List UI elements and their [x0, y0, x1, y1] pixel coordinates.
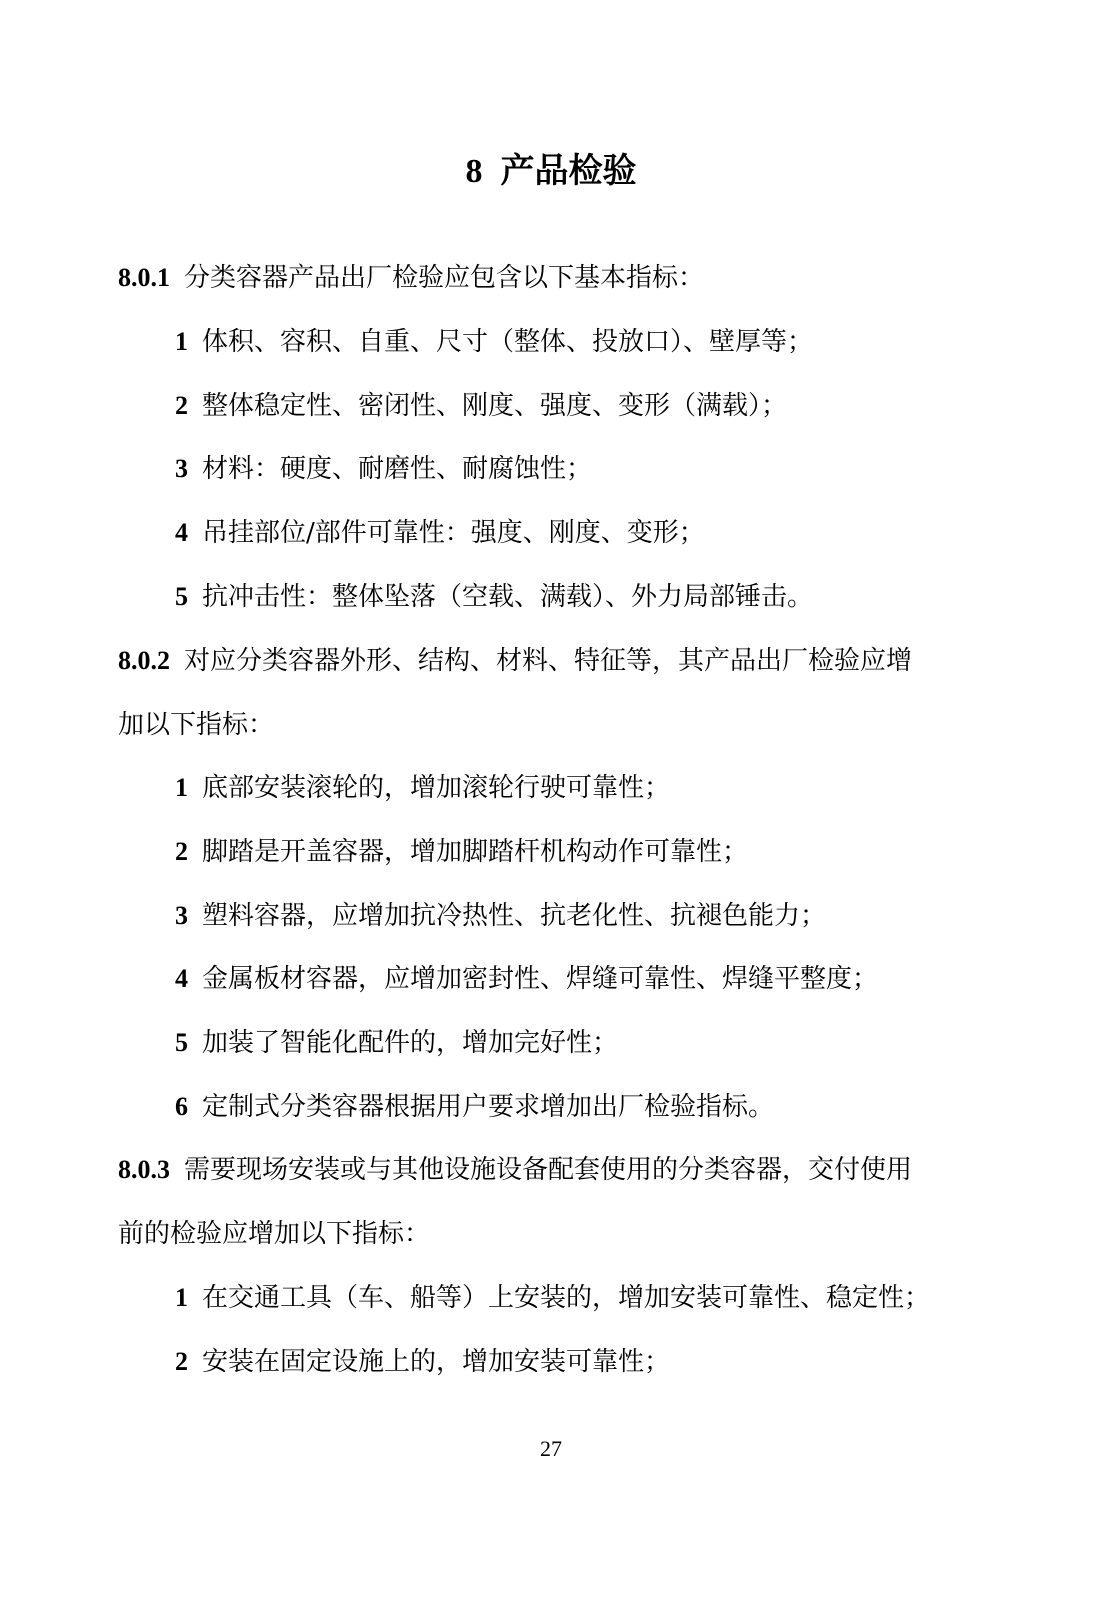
chapter-number: 8: [465, 153, 483, 190]
list-item: [175, 1089, 774, 1125]
item-text: 吊挂部位/部件可靠性：强度、刚度、变形；: [202, 518, 705, 548]
clause-continuation: 前的检验应增加以下指标：: [118, 1219, 431, 1249]
item-number: 5: [175, 1028, 188, 1057]
list-item: [175, 1025, 618, 1061]
item-number: 3: [175, 454, 188, 483]
clause-8-0-2: [118, 643, 912, 679]
list-item: [175, 1280, 930, 1316]
list-item: [175, 451, 592, 487]
clause-number: 8.0.1: [118, 263, 170, 292]
list-item: [175, 898, 826, 934]
clause-8-0-3: [118, 1152, 912, 1188]
item-text: 在交通工具（车、船等）上安装的，增加安装可靠性、稳定性；: [202, 1283, 931, 1313]
list-item: [175, 770, 670, 806]
item-text: 抗冲击性：整体坠落（空载、满载）、外力局部锤击。: [202, 582, 814, 612]
item-number: 1: [175, 327, 188, 356]
clause-text: 对应分类容器外形、结构、材料、特征等，其产品出厂检验应增: [184, 646, 913, 676]
item-number: 2: [175, 391, 188, 420]
chapter-title-text: 产品检验: [500, 151, 637, 191]
clause-number: 8.0.2: [118, 646, 170, 675]
clause-8-0-1: [118, 260, 704, 296]
item-text: 加装了智能化配件的，增加完好性；: [202, 1028, 619, 1058]
item-number: 2: [175, 1347, 188, 1376]
item-number: 4: [175, 964, 188, 993]
clause-continuation: 加以下指标：: [118, 710, 275, 740]
clause-number: 8.0.3: [118, 1155, 170, 1184]
item-number: 3: [175, 901, 188, 930]
item-text: 金属板材容器，应增加密封性、焊缝可靠性、焊缝平整度；: [202, 964, 879, 994]
item-text: 塑料容器，应增加抗冷热性、抗老化性、抗褪色能力；: [202, 901, 827, 931]
item-number: 4: [175, 518, 188, 547]
list-item: [175, 1344, 670, 1380]
item-text: 体积、容积、自重、尺寸（整体、投放口）、壁厚等；: [202, 327, 814, 357]
item-text: 脚踏是开盖容器，增加脚踏杆机构动作可靠性；: [202, 837, 749, 867]
list-item: [175, 388, 787, 424]
item-text: 安装在固定设施上的，增加安装可靠性；: [202, 1347, 671, 1377]
list-item: [175, 515, 705, 551]
item-number: 1: [175, 1283, 188, 1312]
chapter-title: [0, 148, 1102, 195]
item-text: 定制式分类容器根据用户要求增加出厂检验指标。: [202, 1092, 775, 1122]
list-item: [175, 579, 813, 615]
list-item: [175, 834, 748, 870]
item-text: 底部安装滚轮的，增加滚轮行驶可靠性；: [202, 773, 671, 803]
item-text: 材料：硬度、耐磨性、耐腐蚀性；: [202, 454, 593, 484]
page-number: 27: [540, 1436, 562, 1461]
item-number: 6: [175, 1092, 188, 1121]
list-item: [175, 961, 878, 997]
clause-text: 需要现场安装或与其他设施设备配套使用的分类容器，交付使用: [184, 1155, 913, 1185]
item-number: 2: [175, 837, 188, 866]
item-number: 5: [175, 582, 188, 611]
item-number: 1: [175, 773, 188, 802]
clause-text: 分类容器产品出厂检验应包含以下基本指标：: [184, 263, 705, 293]
item-text: 整体稳定性、密闭性、刚度、强度、变形（满载）；: [202, 391, 788, 421]
list-item: [175, 324, 813, 360]
